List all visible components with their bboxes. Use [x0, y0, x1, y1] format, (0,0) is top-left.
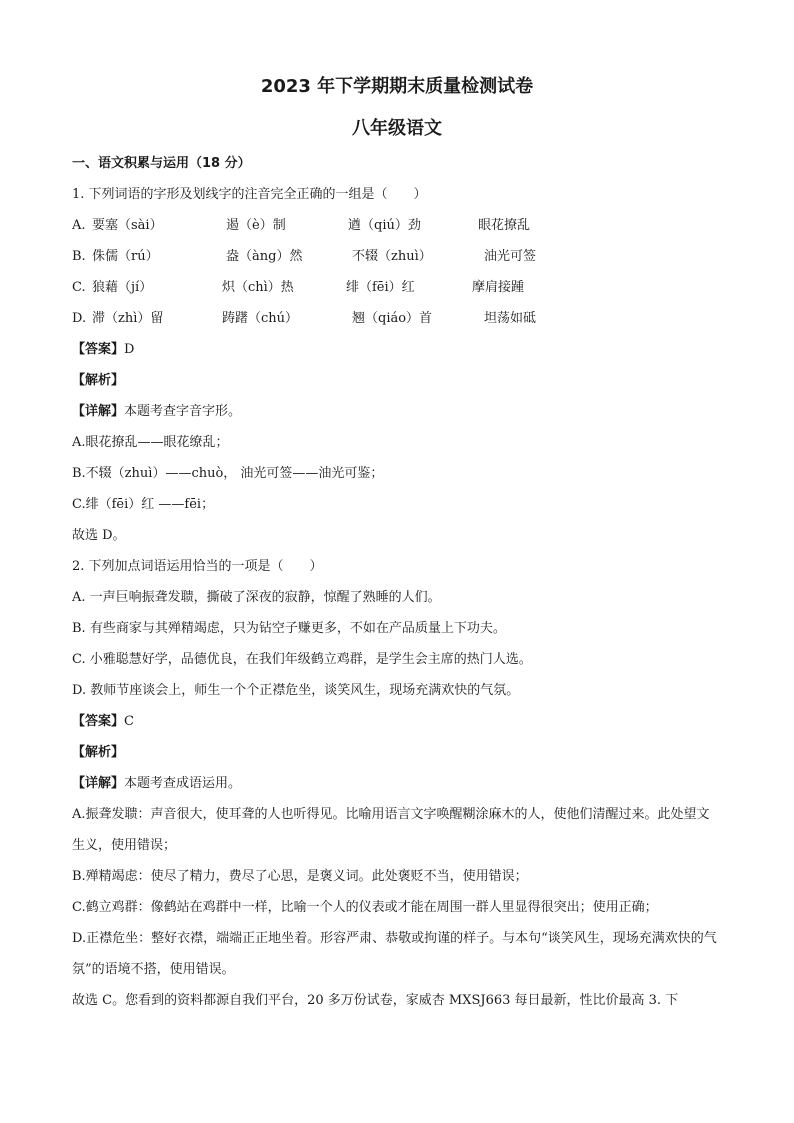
q2-conclusion: 故选 C。您看到的资料都源自我们平台，20 多万份试卷，家威杏 MXSJ663 每日最新，性比价最高 3. 下	[72, 993, 679, 1008]
q2-option-b: B. 有些商家与其殚精竭虑，只为钻空子赚更多，不如在产品质量上下功夫。	[72, 621, 506, 636]
q1-option-d: D. 滞（zhì）留 踌躇（chú） 翘（qiáo）首 坦荡如砥	[72, 311, 537, 326]
q1-analysis-tag: 【解析】	[72, 373, 125, 388]
q2-option-c: C. 小雅聪慧好学，品德优良，在我们年级鹤立鸡群，是学生会主席的热门人选。	[72, 652, 532, 667]
q2-analysis-line: B.殚精竭虑：使尽了精力，费尽了心思，是褒义词。此处褒贬不当，使用错误；	[72, 869, 528, 884]
detail-tag: 【详解】	[72, 776, 125, 791]
answer-tag: 【答案】	[72, 714, 125, 729]
q1-option-a: A. 要塞（sài） 遏（è）制 遒（qiú）劲 眼花撩乱	[72, 218, 531, 233]
q1-analysis-line: C.绯（fēi）红 ——fēi；	[72, 497, 215, 512]
q1-conclusion: 故选 D。	[72, 528, 126, 543]
detail-tag: 【详解】	[72, 404, 125, 419]
q1-answer	[72, 334, 720, 365]
q2-analysis-line: C.鹤立鸡群：像鹤站在鸡群中一样，比喻一个人的仪表或才能在周围一群人里显得很突出；使用正确；	[72, 900, 658, 915]
answer-value: C	[124, 714, 134, 729]
answer-tag: 【答案】	[72, 342, 125, 357]
q2-option-a: A. 一声巨响振聋发聩，撕破了深夜的寂静，惊醒了熟睡的人们。	[72, 590, 441, 605]
q2-option-d: D. 教师节座谈会上，师生一个个正襟危坐，谈笑风生，现场充满欢快的气氛。	[72, 683, 520, 698]
q1-detail: 【详解】本题考查字音字形。	[72, 404, 242, 419]
page-title: 2023 年下学期期末质量检测试卷	[260, 76, 534, 97]
q1-analysis-line: B.不辍（zhuì）——chuò， 油光可签——油光可鉴；	[72, 466, 384, 481]
q2-answer	[72, 706, 720, 737]
q2-analysis-line: A.振聋发聩：声音很大，使耳聋的人也听得见。比喻用语言文字唤醒糊涂麻木的人，使他们清醒过来。此处望文生义，使用错误；	[72, 807, 710, 853]
exam-body	[72, 148, 720, 1016]
q1-option-b: B. 侏儒（rú） 盎（àng）然 不辍（zhuì） 油光可签	[72, 249, 537, 264]
page-subtitle: 八年级语文	[352, 118, 442, 139]
q2-analysis-tag: 【解析】	[72, 745, 125, 760]
q1-option-c: C. 狼藉（jí） 炽（chì）热 绯（fēi）红 摩肩接踵	[72, 280, 525, 295]
q2-detail: 【详解】本题考查成语运用。	[72, 776, 242, 791]
q1-stem: 1. 下列词语的字形及划线字的注音完全正确的一组是（ ）	[72, 187, 427, 202]
section-heading: 一、语文积累与运用（18 分）	[72, 156, 251, 171]
q2-analysis-line: D.正襟危坐：整好衣襟，端端正正地坐着。形容严肃、恭敬或拘谨的样子。与本句“谈笑风生，现场充满欢快的气氛”的语境不搭，使用错误。	[72, 931, 717, 977]
q2-stem: 2. 下列加点词语运用恰当的一项是（ ）	[72, 559, 323, 574]
answer-value: D	[124, 342, 135, 357]
q1-analysis-line: A.眼花撩乱——眼花缭乱；	[72, 435, 229, 450]
